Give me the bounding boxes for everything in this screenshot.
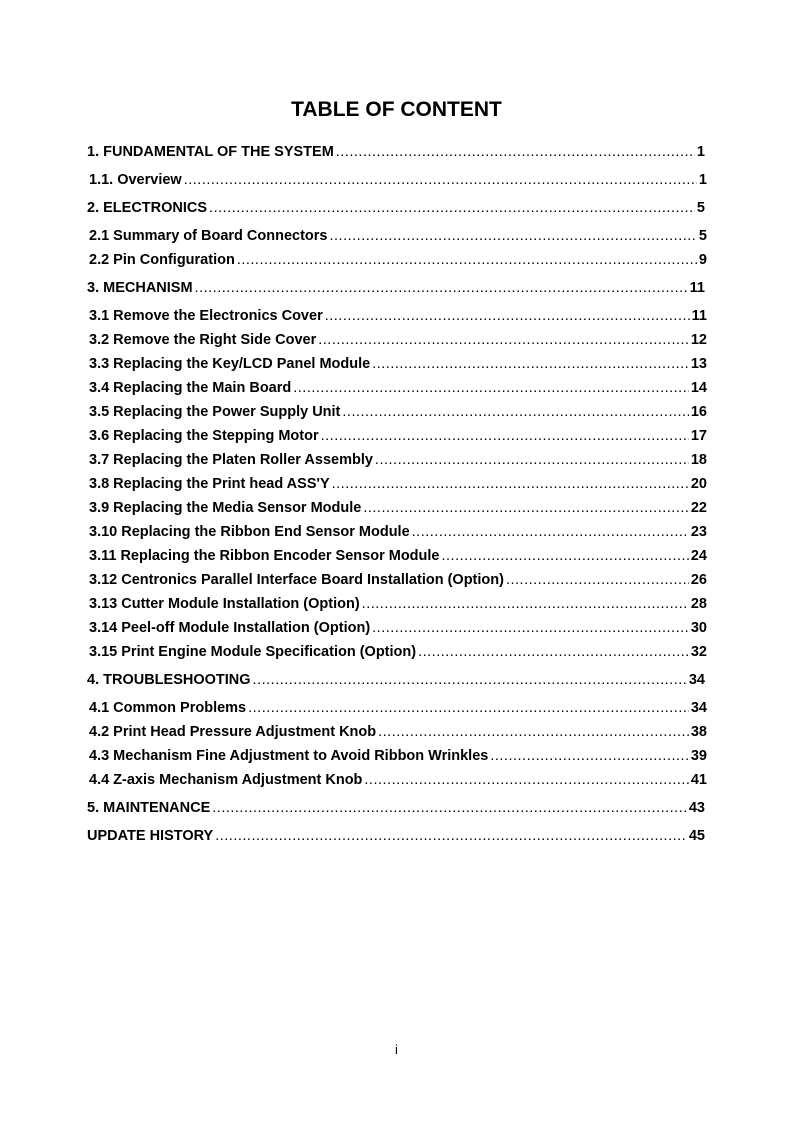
toc-entry-page: 1 — [696, 144, 705, 160]
dot-leader — [363, 499, 689, 517]
dot-leader — [318, 331, 689, 349]
toc-entry[interactable] — [89, 379, 707, 397]
toc-entry-label: 3. MECHANISM — [87, 280, 193, 296]
dot-leader — [332, 475, 689, 493]
toc-entry-label: 2.2 Pin Configuration — [89, 252, 235, 268]
dot-leader — [490, 747, 689, 765]
toc-entry[interactable] — [89, 331, 707, 349]
toc-entry-label: 3.7 Replacing the Platen Roller Assembly — [89, 452, 373, 468]
toc-entry-label: 4.2 Print Head Pressure Adjustment Knob — [89, 724, 377, 740]
toc-entry[interactable] — [87, 279, 705, 297]
toc-entry[interactable] — [89, 643, 707, 661]
toc-entry[interactable] — [89, 619, 707, 637]
toc-entry-page: 34 — [688, 672, 705, 688]
toc-entry[interactable] — [89, 523, 707, 541]
toc-entry-label: 2.1 Summary of Board Connectors — [89, 228, 328, 244]
dot-leader — [364, 771, 688, 789]
dot-leader — [195, 279, 688, 297]
dot-leader — [412, 523, 689, 541]
toc-entry-page: 23 — [690, 524, 707, 540]
toc-entry-label: 4.3 Mechanism Fine Adjustment to Avoid Ribbon Wrinkles — [89, 748, 489, 764]
dot-leader — [293, 379, 689, 397]
toc-entry[interactable] — [87, 827, 705, 845]
toc-entry[interactable] — [89, 475, 707, 493]
dot-leader — [372, 355, 689, 373]
toc-entry-label: 4.4 Z-axis Mechanism Adjustment Knob — [89, 772, 363, 788]
dot-leader — [237, 251, 697, 269]
toc-entry[interactable] — [89, 403, 707, 421]
toc-entry-label: 3.12 Centronics Parallel Interface Board Installation (Option) — [89, 572, 504, 588]
toc-entry[interactable] — [89, 747, 707, 765]
toc-entry[interactable] — [89, 547, 707, 565]
toc-entry-label: 3.3 Replacing the Key/LCD Panel Module — [89, 356, 371, 372]
toc-entry-label: 1. FUNDAMENTAL OF THE SYSTEM — [87, 144, 334, 160]
toc-entry-page: 13 — [690, 356, 707, 372]
toc-entry-page: 14 — [690, 380, 707, 396]
toc-entry[interactable] — [89, 251, 707, 269]
toc-entry[interactable] — [89, 427, 707, 445]
toc-entry-label: 3.6 Replacing the Stepping Motor — [89, 428, 319, 444]
dot-leader — [378, 723, 689, 741]
toc-entry-label: 3.10 Replacing the Ribbon End Sensor Module — [89, 524, 410, 540]
toc-entry-label: 3.8 Replacing the Print head ASS'Y — [89, 476, 330, 492]
toc-entry[interactable] — [89, 171, 707, 189]
toc-entry[interactable] — [89, 307, 707, 325]
toc-entry-label: 4.1 Common Problems — [89, 700, 247, 716]
toc-entry-label: UPDATE HISTORY — [87, 828, 214, 844]
dot-leader — [248, 699, 689, 717]
toc-entry[interactable] — [87, 199, 705, 217]
toc-entry[interactable] — [89, 771, 707, 789]
toc-entry[interactable] — [89, 723, 707, 741]
toc-entry[interactable] — [87, 143, 705, 161]
dot-leader — [362, 595, 689, 613]
page-title: TABLE OF CONTENT — [291, 98, 502, 121]
dot-leader — [336, 143, 695, 161]
dot-leader — [418, 643, 689, 661]
toc-entry-label: 2. ELECTRONICS — [87, 200, 208, 216]
toc-entry-label: 3.9 Replacing the Media Sensor Module — [89, 500, 362, 516]
page-number: i — [395, 1042, 398, 1057]
toc-entry-page: 5 — [698, 228, 707, 244]
toc-entry-page: 11 — [689, 280, 705, 296]
toc-entry-label: 3.13 Cutter Module Installation (Option) — [89, 596, 360, 612]
toc-entry-label: 1.1. Overview — [89, 172, 182, 188]
toc-entry[interactable] — [89, 227, 707, 245]
toc-entry-page: 28 — [690, 596, 707, 612]
toc-entry-label: 5. MAINTENANCE — [87, 800, 211, 816]
toc-entry-page: 38 — [690, 724, 707, 740]
toc-entry-page: 1 — [698, 172, 707, 188]
toc-entry-label: 3.14 Peel-off Module Installation (Option) — [89, 620, 371, 636]
toc-entry-label: 3.5 Replacing the Power Supply Unit — [89, 404, 341, 420]
toc-entry[interactable] — [89, 699, 707, 717]
toc-entry-page: 20 — [690, 476, 707, 492]
dot-leader — [321, 427, 689, 445]
toc-entry-page: 45 — [688, 828, 705, 844]
toc-entry-page: 43 — [688, 800, 705, 816]
toc-entry[interactable] — [89, 355, 707, 373]
toc-entry-label: 3.4 Replacing the Main Board — [89, 380, 292, 396]
toc-entry-label: 4. TROUBLESHOOTING — [87, 672, 251, 688]
toc-entry-page: 26 — [690, 572, 707, 588]
dot-leader — [330, 227, 697, 245]
toc-entry-page: 39 — [690, 748, 707, 764]
toc-entry-page: 17 — [690, 428, 707, 444]
toc-entry[interactable] — [89, 595, 707, 613]
dot-leader — [372, 619, 689, 637]
toc-entry-page: 12 — [690, 332, 707, 348]
dot-leader — [441, 547, 688, 565]
toc-entry-page: 9 — [698, 252, 707, 268]
toc-entry-label: 3.11 Replacing the Ribbon Encoder Sensor Module — [89, 548, 440, 564]
dot-leader — [215, 827, 687, 845]
toc-entry-page: 5 — [696, 200, 705, 216]
toc-entry-page: 34 — [690, 700, 707, 716]
dot-leader — [375, 451, 689, 469]
toc-entry[interactable] — [89, 571, 707, 589]
dot-leader — [342, 403, 688, 421]
toc-entry-page: 18 — [690, 452, 707, 468]
toc-entry[interactable] — [87, 799, 705, 817]
dot-leader — [325, 307, 690, 325]
toc-entry[interactable] — [87, 671, 705, 689]
dot-leader — [212, 799, 687, 817]
toc-entry-page: 24 — [690, 548, 707, 564]
toc-entry-label: 3.1 Remove the Electronics Cover — [89, 308, 323, 324]
dot-leader — [506, 571, 689, 589]
dot-leader — [209, 199, 695, 217]
toc-entry-page: 11 — [691, 308, 707, 324]
toc-entry-page: 32 — [690, 644, 707, 660]
toc-entry-page: 41 — [690, 772, 707, 788]
toc-entry-label: 3.2 Remove the Right Side Cover — [89, 332, 317, 348]
toc-entry-label: 3.15 Print Engine Module Specification (Option) — [89, 644, 417, 660]
dot-leader — [184, 171, 697, 189]
toc-entry-page: 30 — [690, 620, 707, 636]
toc-entry[interactable] — [89, 451, 707, 469]
dot-leader — [253, 671, 687, 689]
toc-entry-page: 16 — [690, 404, 707, 420]
toc-entry-page: 22 — [690, 500, 707, 516]
toc-entry[interactable] — [89, 499, 707, 517]
